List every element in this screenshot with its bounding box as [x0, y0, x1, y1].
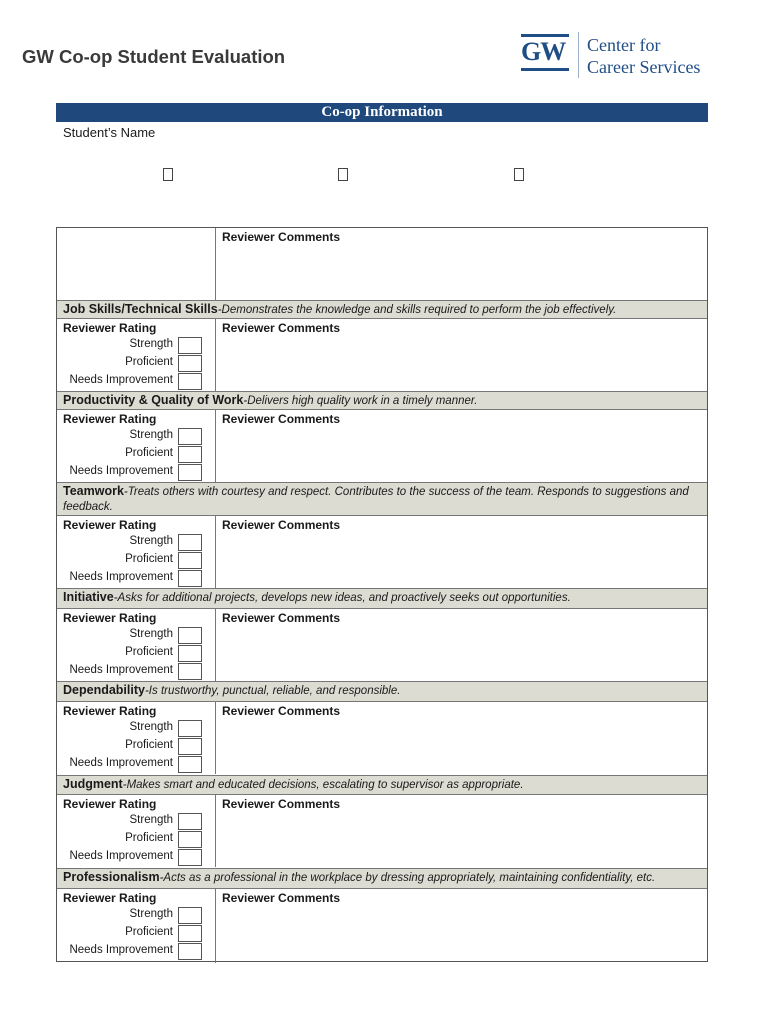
category-rating-row — [57, 609, 707, 681]
checkbox-glyph[interactable] — [338, 168, 348, 181]
category-description: -Treats others with courtesy and respect. Contributes to the success of the team. Responds to suggestions and feedback. — [63, 486, 689, 513]
general-comments-input[interactable] — [217, 246, 705, 300]
category-rating-row — [57, 319, 707, 391]
rating-option-label: Needs Improvement — [69, 757, 173, 769]
category-description: -Makes smart and educated decisions, escalating to supervisor as appropriate. — [122, 779, 524, 791]
reviewer-comments-label: Reviewer Comments — [222, 518, 341, 532]
column-divider — [215, 410, 216, 482]
rating-option-label: Proficient — [125, 553, 173, 565]
rating-option-label: Proficient — [125, 739, 173, 751]
gw-career-services-logo — [521, 32, 721, 82]
rating-option-checkbox[interactable] — [178, 552, 202, 569]
reviewer-comments-label: Reviewer Comments — [222, 891, 341, 905]
category-name: Professionalism — [63, 870, 160, 884]
rating-option-label: Proficient — [125, 926, 173, 938]
rating-option-checkbox[interactable] — [178, 373, 202, 390]
reviewer-comments-label: Reviewer Comments — [222, 611, 341, 625]
rating-option-label: Needs Improvement — [69, 465, 173, 477]
general-comments-label: Reviewer Comments — [222, 230, 341, 244]
gw-logo-mark: GW — [521, 37, 566, 66]
category-description: -Demonstrates the knowledge and skills required to perform the job effectively. — [217, 304, 617, 316]
logo-line-1: Center for — [587, 35, 661, 55]
column-divider — [215, 609, 216, 681]
logo-line-2: Career Services — [587, 57, 701, 77]
category-name: Productivity & Quality of Work — [63, 393, 244, 407]
category-header — [57, 482, 707, 516]
rating-option-label: Strength — [129, 814, 173, 826]
rating-option-checkbox[interactable] — [178, 446, 202, 463]
reviewer-comments-input[interactable] — [217, 813, 705, 865]
reviewer-comments-input[interactable] — [217, 627, 705, 679]
reviewer-comments-input[interactable] — [217, 720, 705, 772]
rating-option-label: Needs Improvement — [69, 850, 173, 862]
rating-option-checkbox[interactable] — [178, 738, 202, 755]
category-header — [57, 681, 707, 702]
category-description: -Asks for additional projects, develops new ideas, and proactively seeks out opportunities. — [113, 592, 571, 604]
logo-divider — [578, 32, 579, 78]
rating-option-checkbox[interactable] — [178, 534, 202, 551]
general-comments-box — [57, 228, 707, 301]
logo-bar-bottom — [521, 68, 569, 71]
checkbox-glyph[interactable] — [163, 168, 173, 181]
rating-option-label: Strength — [129, 338, 173, 350]
rating-option-checkbox[interactable] — [178, 831, 202, 848]
category-rating-row — [57, 410, 707, 482]
category-description: -Delivers high quality work in a timely manner. — [243, 395, 478, 407]
reviewer-rating-label: Reviewer Rating — [63, 704, 157, 718]
rating-option-label: Needs Improvement — [69, 944, 173, 956]
rating-option-label: Proficient — [125, 447, 173, 459]
category-header — [57, 775, 707, 795]
reviewer-comments-input[interactable] — [217, 907, 705, 961]
category-header — [57, 391, 707, 410]
category-name: Job Skills/Technical Skills — [63, 302, 218, 316]
checkbox-glyph[interactable] — [514, 168, 524, 181]
reviewer-rating-label: Reviewer Rating — [63, 611, 157, 625]
rating-option-label: Proficient — [125, 646, 173, 658]
reviewer-comments-label: Reviewer Comments — [222, 797, 341, 811]
logo-text — [587, 34, 700, 78]
evaluation-table — [56, 227, 708, 962]
reviewer-rating-label: Reviewer Rating — [63, 518, 157, 532]
column-divider — [215, 702, 216, 774]
rating-option-checkbox[interactable] — [178, 849, 202, 866]
rating-option-checkbox[interactable] — [178, 943, 202, 960]
reviewer-rating-label: Reviewer Rating — [63, 891, 157, 905]
rating-option-checkbox[interactable] — [178, 627, 202, 644]
rating-option-checkbox[interactable] — [178, 756, 202, 773]
reviewer-comments-input[interactable] — [217, 337, 705, 389]
category-name: Judgment — [63, 777, 123, 791]
rating-option-label: Strength — [129, 721, 173, 733]
column-divider — [215, 795, 216, 867]
rating-option-label: Strength — [129, 429, 173, 441]
rating-option-checkbox[interactable] — [178, 720, 202, 737]
rating-option-checkbox[interactable] — [178, 337, 202, 354]
rating-option-checkbox[interactable] — [178, 464, 202, 481]
coop-information-header: Co-op Information — [56, 103, 708, 122]
rating-option-checkbox[interactable] — [178, 428, 202, 445]
rating-option-label: Proficient — [125, 356, 173, 368]
category-description: -Acts as a professional in the workplace by dressing appropriately, maintaining confidentiality, etc. — [159, 872, 656, 884]
reviewer-comments-input[interactable] — [217, 534, 705, 586]
category-name: Initiative — [63, 590, 114, 604]
rating-option-label: Needs Improvement — [69, 664, 173, 676]
rating-option-checkbox[interactable] — [178, 925, 202, 942]
reviewer-comments-label: Reviewer Comments — [222, 412, 341, 426]
rating-option-label: Proficient — [125, 832, 173, 844]
reviewer-rating-label: Reviewer Rating — [63, 797, 157, 811]
rating-option-label: Needs Improvement — [69, 571, 173, 583]
reviewer-rating-label: Reviewer Rating — [63, 321, 157, 335]
rating-option-checkbox[interactable] — [178, 907, 202, 924]
rating-option-checkbox[interactable] — [178, 663, 202, 680]
column-divider — [215, 889, 216, 963]
rating-option-checkbox[interactable] — [178, 570, 202, 587]
reviewer-comments-label: Reviewer Comments — [222, 704, 341, 718]
rating-option-checkbox[interactable] — [178, 355, 202, 372]
category-rating-row — [57, 889, 707, 963]
rating-option-checkbox[interactable] — [178, 645, 202, 662]
page-title: GW Co-op Student Evaluation — [22, 46, 286, 67]
column-divider — [215, 516, 216, 588]
column-divider — [215, 228, 216, 301]
category-name: Dependability — [63, 683, 145, 697]
reviewer-comments-label: Reviewer Comments — [222, 321, 341, 335]
category-description: -Is trustworthy, punctual, reliable, and responsible. — [144, 685, 401, 697]
reviewer-comments-input[interactable] — [217, 428, 705, 480]
rating-option-label: Strength — [129, 535, 173, 547]
rating-option-label: Strength — [129, 908, 173, 920]
category-rating-row — [57, 702, 707, 774]
category-rating-row — [57, 516, 707, 588]
rating-option-checkbox[interactable] — [178, 813, 202, 830]
category-rating-row — [57, 795, 707, 867]
category-header — [57, 868, 707, 889]
column-divider — [215, 319, 216, 391]
category-header — [57, 300, 707, 319]
rating-option-label: Needs Improvement — [69, 374, 173, 386]
reviewer-rating-label: Reviewer Rating — [63, 412, 157, 426]
rating-option-label: Strength — [129, 628, 173, 640]
category-header — [57, 588, 707, 609]
student-name-label: Student’s Name — [63, 125, 156, 140]
category-name: Teamwork — [63, 484, 124, 498]
